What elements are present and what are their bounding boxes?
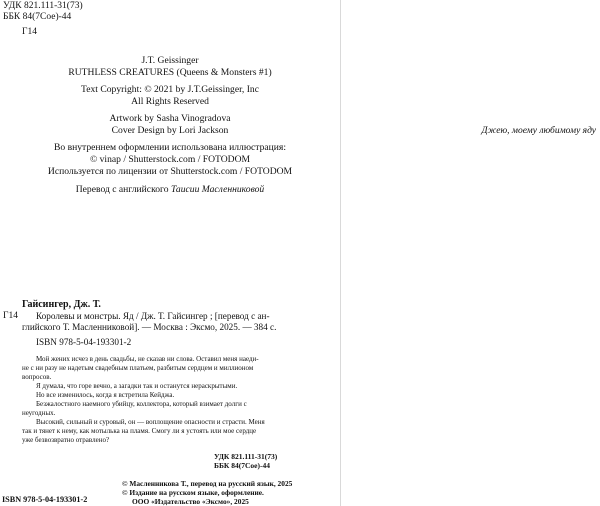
illustration-note: Во внутреннем оформлении использована иллюстрация: — [54, 142, 286, 153]
annotation-line: Безжалостного наемного убийцу, коллектора, который взимает долги с — [36, 400, 247, 408]
text-copyright: Text Copyright: © 2021 by J.T.Geissinger, Inc — [81, 84, 259, 95]
dedication: Джею, моему любимому яду — [481, 126, 596, 136]
footer-bbk: ББК 84(7Сое)-44 — [214, 461, 270, 470]
annotation-line: так и тянет к нему, как мотылька на пламя. Смогу ли я устоять или мое сердце — [22, 427, 257, 435]
footer-udk: УДК 821.111-31(73) — [214, 452, 278, 461]
annotation-line: Я думала, что горе вечно, а загадки так и останутся нераскрытыми. — [36, 382, 238, 390]
annotation-line: неугодных. — [22, 409, 56, 417]
cover-credit: Cover Design by Lori Jackson — [111, 125, 229, 136]
annotation-line: не с ни разу не надетым свадебным платьем, разбитым сердцем и миллионом — [22, 364, 254, 372]
license-note: Используется по лицензии от Shutterstock.com / FOTODOM — [47, 166, 293, 177]
catalog-title-line-1: Королевы и монстры. Яд / Дж. Т. Гайсингер ; [перевод с ан- — [36, 311, 270, 321]
all-rights: All Rights Reserved — [131, 96, 209, 107]
udk-code: УДК 821.111-31(73) — [3, 1, 83, 11]
annotation-line: Высокий, сильный и суровый, он — воплощение опасности и страсти. Меня — [36, 418, 265, 426]
page-divider — [340, 0, 341, 506]
author-sign: Г14 — [22, 27, 37, 37]
annotation-line: вопросов. — [22, 373, 52, 381]
translator-name: Таисии Масленниковой — [170, 184, 265, 195]
isbn-bottom: ISBN 978-5-04-193301-2 — [2, 495, 88, 504]
artwork-credit: Artwork by Sasha Vinogradova — [109, 113, 231, 124]
original-author: J.T. Geissinger — [141, 55, 199, 66]
annotation-line: Мой жених исчез в день свадьбы, не сказав ни слова. Оставил меня наеди- — [36, 355, 259, 363]
catalog-isbn: ISBN 978-5-04-193301-2 — [36, 337, 132, 347]
bbk-code: ББК 84(7Сое)-44 — [3, 12, 72, 22]
catalog-sign: Г14 — [3, 311, 18, 321]
original-title: RUTHLESS CREATURES (Queens & Monsters #1) — [68, 67, 272, 78]
catalog-author: Гайсингер, Дж. Т. — [22, 299, 101, 310]
annotation-line: уже безвозвратно отравлено? — [22, 436, 110, 444]
translation-credit — [20, 184, 320, 195]
copyright-publisher: ООО «Издательство «Эксмо», 2025 — [132, 497, 249, 506]
copyright-edition: © Издание на русском языке, оформление. — [122, 488, 264, 497]
copyright-translation: © Масленникова Т., перевод на русский язык, 2025 — [122, 479, 293, 488]
catalog-title-line-2: глийского Т. Масленниковой]. — Москва : Эксмо, 2025. — 384 с. — [22, 322, 277, 332]
annotation-line: Но все изменилось, когда я встретила Кейджа. — [36, 391, 175, 399]
translation-prefix: Перевод с английского — [75, 184, 171, 195]
illustration-source: © vinap / Shutterstock.com / FOTODOM — [89, 154, 251, 165]
